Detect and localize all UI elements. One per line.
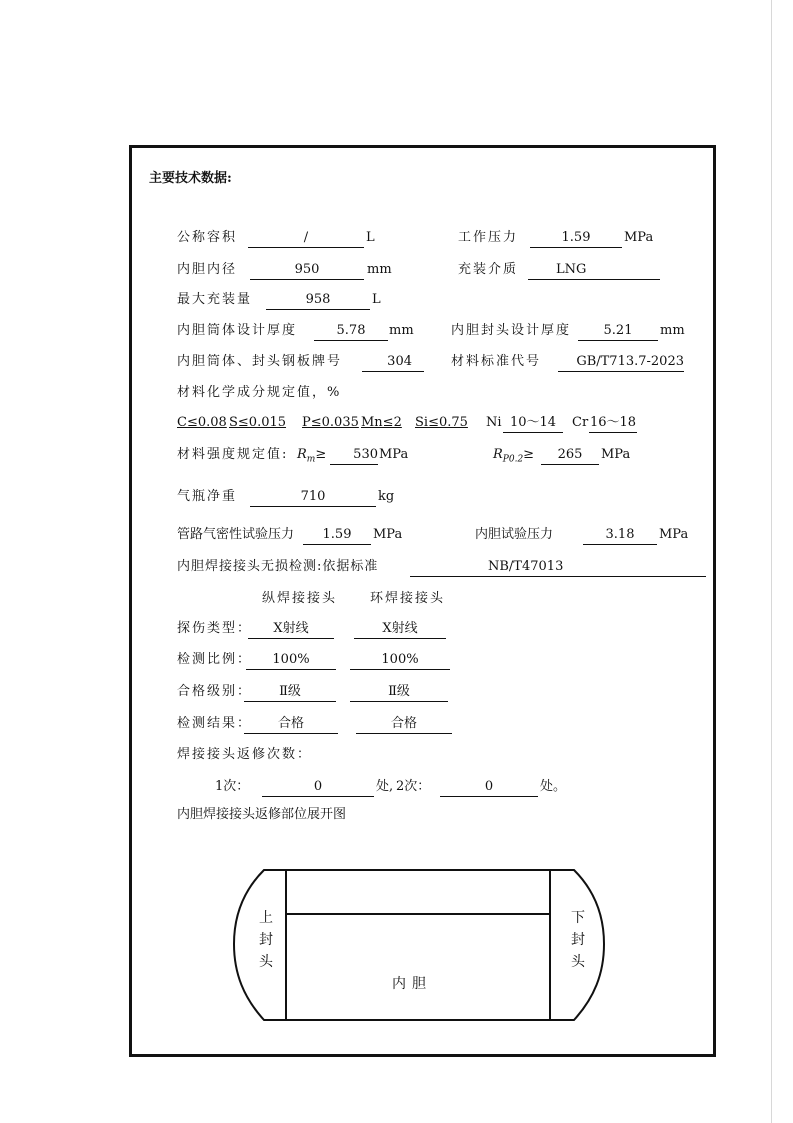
rm-unit: MPa [379, 447, 409, 462]
lower-head-char: 封 [571, 932, 585, 948]
working-pressure-value: 1.59 [530, 229, 622, 248]
ndt-row-longitudinal: 合格 [244, 715, 338, 734]
nominal-volume-unit: L [366, 230, 375, 245]
nominal-volume-value: / [248, 229, 364, 248]
max-fill-value: 958 [266, 291, 370, 310]
steel-grade-value: 304 [362, 353, 424, 372]
rm-symbol: $R_m\ge$ [297, 447, 327, 465]
medium-value: LNG [528, 261, 660, 280]
repair-first-value: 0 [262, 778, 374, 797]
upper-head-char: 封 [259, 932, 273, 948]
ndt-row-circumferential: Ⅱ级 [350, 683, 448, 702]
repair-first-unit: 处, [376, 779, 394, 794]
medium-label: 充装介质 [458, 262, 519, 277]
repair-label: 焊接接头返修次数： [177, 747, 313, 762]
repair-diagram [230, 862, 610, 1028]
strength-label: 材料强度规定值: [177, 447, 289, 462]
chem-ni: 10～14 [503, 414, 563, 433]
chem-c: C≤0.08 [177, 415, 227, 430]
chem-si: Si≤0.75 [415, 415, 468, 430]
steel-grade-label: 内胆筒体、封头钢板牌号 [177, 354, 343, 369]
material-standard-value: GB/T713.7-2023 [558, 353, 684, 372]
working-pressure-label: 工作压力 [458, 230, 519, 245]
inner-shell-label: 内胆 [392, 976, 432, 992]
ndt-row-circumferential: 合格 [356, 715, 452, 734]
test-pressure-unit: MPa [659, 527, 689, 542]
ndt-row-label: 检测结果： [177, 716, 253, 731]
page-edge-line [771, 0, 772, 1123]
chem-cr: 16～18 [589, 414, 637, 433]
ndt-value: NB/T47013 [410, 558, 706, 577]
ndt-row-label: 合格级别： [177, 684, 253, 699]
shell-thickness-value: 5.78 [314, 322, 388, 341]
head-thickness-value: 5.21 [578, 322, 658, 341]
max-fill-unit: L [372, 292, 381, 307]
net-weight-value: 710 [250, 488, 376, 507]
lower-head-char: 头 [571, 954, 585, 970]
test-pressure-label: 内胆试验压力 [475, 527, 554, 542]
upper-head-char: 上 [259, 910, 273, 926]
inner-shell-outline [286, 870, 550, 1020]
chem-ni-prefix: Ni [486, 415, 502, 430]
chem-cr-prefix: Cr [572, 415, 589, 430]
ndt-row-label: 探伤类型： [177, 621, 253, 636]
repair-second-unit: 处。 [540, 779, 567, 794]
inner-diameter-label: 内胆内径 [177, 262, 238, 277]
chem-p: P≤0.035 [302, 415, 359, 430]
leak-pressure-unit: MPa [373, 527, 403, 542]
chem-s: S≤0.015 [229, 415, 287, 430]
rm-value: 530 [330, 446, 378, 465]
ndt-row-longitudinal: 100% [246, 651, 336, 670]
material-standard-label: 材料标准代号 [451, 354, 542, 369]
net-weight-unit: kg [378, 489, 395, 504]
ndt-label: 内胆焊接接头无损检测:依据标准 [177, 559, 379, 574]
test-pressure-value: 3.18 [583, 526, 657, 545]
repair-second-value: 0 [440, 778, 538, 797]
shell-thickness-label: 内胆筒体设计厚度 [177, 323, 298, 338]
ndt-row-label: 检测比例： [177, 652, 253, 667]
ndt-row-longitudinal: X射线 [248, 620, 334, 639]
col-circumferential: 环焊接接头 [370, 591, 446, 606]
inner-diameter-unit: mm [367, 262, 392, 277]
rp-symbol: $R_{P0.2}\ge$ [493, 447, 535, 465]
upper-head-char: 头 [259, 954, 273, 970]
diagram-title: 内胆焊接接头返修部位展开图 [177, 807, 347, 822]
lower-head-char: 下 [571, 910, 585, 926]
ndt-row-circumferential: 100% [350, 651, 450, 670]
repair-first-label: 1次： [215, 779, 250, 794]
shell-thickness-unit: mm [389, 323, 414, 338]
head-thickness-unit: mm [660, 323, 685, 338]
chem-title: 材料化学成分规定值，% [177, 385, 342, 400]
max-fill-label: 最大充装量 [177, 292, 253, 307]
ndt-row-circumferential: X射线 [354, 620, 446, 639]
rp-unit: MPa [601, 447, 631, 462]
nominal-volume-label: 公称容积 [177, 230, 238, 245]
net-weight-label: 气瓶净重 [177, 489, 238, 504]
col-longitudinal: 纵焊接接头 [262, 591, 338, 606]
head-thickness-label: 内胆封头设计厚度 [451, 323, 572, 338]
working-pressure-unit: MPa [624, 230, 654, 245]
repair-second-label: 2次： [396, 779, 431, 794]
leak-pressure-label: 管路气密性试验压力 [177, 527, 295, 542]
chem-mn: Mn≤2 [361, 415, 402, 430]
leak-pressure-value: 1.59 [303, 526, 371, 545]
rp-value: 265 [541, 446, 599, 465]
ndt-row-longitudinal: Ⅱ级 [244, 683, 336, 702]
inner-diameter-value: 950 [250, 261, 364, 280]
heading: 主要技术数据: [149, 171, 232, 186]
